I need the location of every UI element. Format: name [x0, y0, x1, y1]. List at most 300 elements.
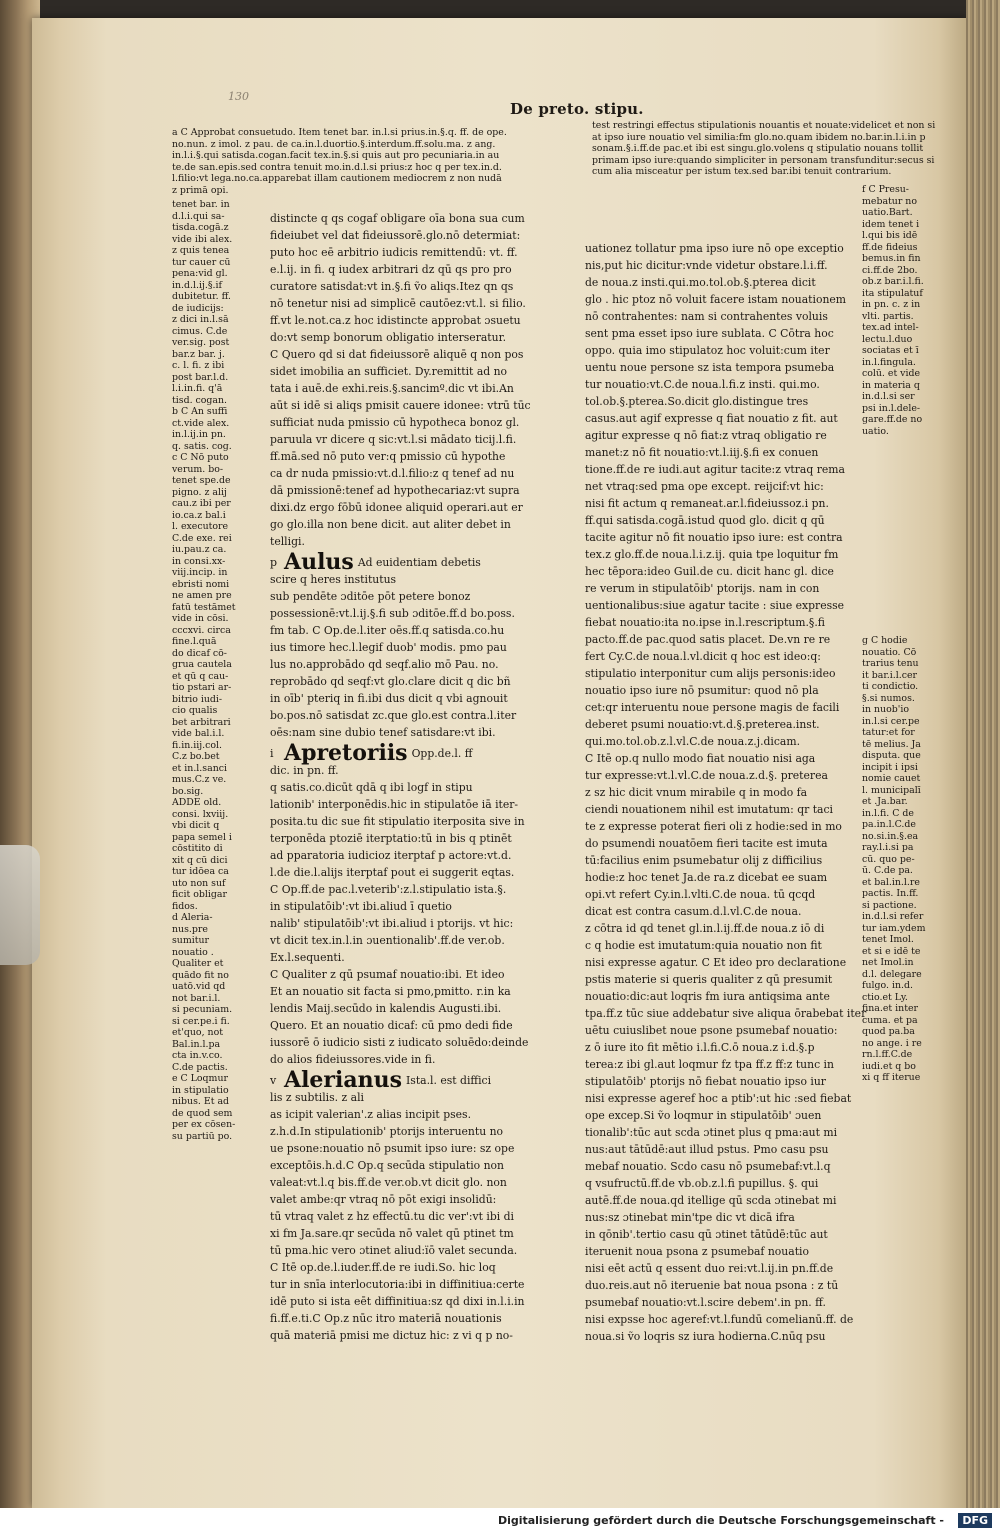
left-margin-line: de iudicijs:: [172, 302, 224, 314]
left-margin-line: fatū testāmet: [172, 601, 236, 613]
left-margin-line: ver.sig. post: [172, 337, 230, 348]
right-margin-top-line: lectu.l.duo: [862, 333, 913, 345]
left-margin-line: tio pstari ar-: [172, 682, 232, 693]
left-margin-line: do dicaf cō-: [172, 647, 227, 659]
right-margin-bottom-line: cuma. et pa: [862, 1014, 918, 1026]
aulus-lines-line: ius timore hec.l.legif duob' modis. pmo pau: [270, 641, 507, 654]
alerianus-letter: v: [270, 1074, 277, 1087]
col2-line: uētu cuiuslibet noue psone psumebaf nouatio:: [585, 1024, 838, 1037]
col2-line: de noua.z insti.qui.mo.tol.ob.§.pterea dicit: [585, 276, 816, 289]
right-margin-bottom-line: ray.l.i.si pa: [862, 842, 914, 853]
left-margin-line: l.i.in.fi. q'ā: [172, 383, 223, 394]
right-margin-bottom-line: fina.et inter: [862, 1003, 918, 1014]
col2-line: nouatio ipso iure nō psumitur: quod nō pla: [585, 684, 819, 697]
col2-line: uentu noue persone sz ista tempora psumeba: [585, 361, 835, 374]
apretoriis-lines-line: posita.tu dic sue fit stipulatio iterposita sive in: [270, 815, 525, 828]
alerianus-lines-line: C Itē op.de.l.iuder.ff.de re iudi.So. hic loq: [270, 1261, 496, 1274]
left-margin-line: Bal.in.l.pa: [172, 1038, 221, 1050]
col1-line: sufficiat nuda pmissio cū hypotheca bonoz gl.: [270, 416, 520, 429]
right-margin-bottom-line: in nuob'io: [862, 704, 909, 715]
left-margin-line: mus.C.z ve.: [172, 774, 227, 785]
top-right-gloss: [592, 120, 936, 182]
left-margin-line: cau.z ibi per: [172, 498, 231, 509]
main-column-right: [585, 240, 867, 1343]
right-margin-bottom-line: cū. quo pe-: [862, 853, 915, 865]
col2-line: manet:z nō fit nouatio:vt.l.iij.§.fi ex conuen: [585, 446, 819, 459]
top-left-gloss-line: in.l.i.§.qui satisda.cogan.facit tex.in.§.si quis aut pro pecuniaria.in au: [172, 150, 500, 161]
col2-line: hec tēpora:ideo Guil.de cu. dicit hanc gl. dice: [585, 565, 834, 578]
apretoriis-lines-line: Quero. Et an nouatio dicaf: cū pmo dedi fide: [270, 1019, 513, 1032]
col2-line: tur expresse:vt.l.vl.C.de noua.z.d.§. preterea: [585, 769, 828, 782]
left-margin-line: per ex cōsen-: [172, 1119, 236, 1130]
right-margin-bottom-line: pactis. In.ff.: [862, 888, 919, 899]
alerianus-lines-line: tū pma.hic vero ɔtinet aliud:ïō valet secunda.: [270, 1244, 518, 1257]
left-margin-line: viij.incip. in: [172, 567, 228, 578]
left-margin-line: et qū q cau-: [172, 670, 229, 682]
apretoriis-lines-line: iussorē ō iudicio sisti z iudicato soluēdo:deinde: [270, 1036, 529, 1049]
col2-line: nisi expresse agatur. C Et ideo pro declaratione: [585, 956, 847, 969]
dfg-logo: DFG: [958, 1513, 992, 1528]
apretoriis-lines-line: dic. in pn. ff.: [270, 764, 339, 777]
col1-line: ff.vt le.not.ca.z hoc idistincte approbat ɔsuetu: [270, 314, 521, 327]
alerianus-word: Alerianus: [284, 1067, 403, 1093]
aulus-lines-line: scire q heres institutus: [270, 573, 397, 586]
left-margin-line: in.l.ij.in pn.: [172, 429, 226, 440]
col2-line: pacto.ff.de pac.quod satis placet. De.vn re re: [585, 633, 831, 646]
right-margin-bottom-line: disputa. que: [862, 750, 921, 761]
col2-line: ff.qui satisda.cogā.istud quod glo. dicit q qū: [585, 514, 825, 527]
apretoriis-word: Apretoriis: [284, 740, 408, 766]
col2-line: nisi expsse hoc ageref:vt.l.fundū comelianū.ff. de: [585, 1313, 854, 1326]
top-right-gloss-line: sonam.§.i.ff.de pac.et ibi est singu.glo.volens q stipulatio nouans tollit: [592, 143, 924, 154]
right-margin-bottom-line: it bar.i.l.cer: [862, 669, 918, 681]
left-margin-line: grua cautela: [172, 659, 232, 670]
left-margin-line: ne amen pre: [172, 590, 232, 601]
right-margin-bottom-line: d.l. delegare: [862, 968, 922, 980]
left-margin-gloss: [172, 199, 262, 1239]
left-margin-line: tur idōea ca: [172, 866, 229, 877]
right-margin-top-line: bemus.in fin: [862, 253, 921, 264]
alerianus-lines-line: fi.ff.e.ti.C Op.z nūc itro materiā nouationis: [270, 1312, 502, 1325]
col1-line: do:vt semp bonorum obligatio interseratur.: [270, 331, 506, 344]
right-margin-gloss-top: [862, 184, 934, 464]
col1-line: sidet imobilia an sufficiet. Dy.remittit ad no: [270, 365, 508, 378]
left-margin-line: consi. lxviij.: [172, 808, 229, 820]
right-margin-bottom-line: nomie cauet: [862, 773, 921, 784]
alerianus-lines-line: xi fm Ja.sare.qr secūda nō valet qū ptinet tm: [270, 1227, 514, 1240]
right-margin-top-line: ci.ff.de 2bo.: [862, 264, 918, 276]
col2-line: autē.ff.de noua.qd itellige qū scda ɔtinebat mi: [585, 1194, 837, 1207]
left-margin-line: not bar.i.l.: [172, 992, 221, 1004]
apretoriis-lines-line: l.de die.l.alijs iterptaf pout ei suggerit eqtas.: [270, 866, 515, 879]
right-margin-top-line: tex.ad intel-: [862, 322, 919, 333]
alerianus-lines-line: quā materiā pmisi me dictuz hic: z vi q p no-: [270, 1329, 513, 1342]
right-margin-bottom-line: trarius tenu: [862, 658, 919, 669]
col2-line: nō contrahentes: nam si contrahentes voluis: [585, 310, 828, 323]
pencil-mark: 130: [228, 90, 249, 103]
left-margin-line: tenet bar. in: [172, 199, 230, 210]
apretoriis-lines-line: C Qualiter z qū psumaf nouatio:ibi. Et ideo: [270, 968, 505, 981]
left-margin-line: C.z bo.bet: [172, 751, 220, 762]
aulus-lines-line: possessionē:vt.l.ij.§.fi sub ɔditōe.ff.d bo.poss.: [270, 607, 515, 620]
apretoriis-letter: i: [270, 747, 274, 760]
col1-line: C Quero qd si dat fideiussorē aliquē q non pos: [270, 348, 524, 361]
left-margin-line: q. satis. cog.: [172, 440, 232, 452]
left-margin-line: de quod sem: [172, 1107, 233, 1119]
left-margin-line: su partiū po.: [172, 1130, 233, 1142]
right-margin-bottom-line: nouatio. Cō: [862, 646, 917, 658]
apretoriis-lines-line: do alios fideiussores.vide in fi.: [270, 1053, 436, 1066]
aulus-lines-line: in oīb' pteriq in fi.ibi dus dicit q vbi agnouit: [270, 692, 508, 705]
left-margin-line: xit q cū dici: [172, 854, 228, 866]
right-margin-bottom-line: g C hodie: [862, 635, 908, 646]
right-margin-bottom-line: ū. C.de pa.: [862, 865, 913, 876]
alerianus-lines-line: tur in snīa interlocutoria:ibi in diffinitiua:certe: [270, 1278, 525, 1291]
col1-intro: [270, 210, 580, 550]
left-margin-line: C.de exe. rei: [172, 532, 232, 544]
apretoriis-lines-line: terponēda ptoziē iterptatio:tū in bis q ptinēt: [270, 832, 512, 845]
top-left-gloss-line: a C Approbat consuetudo. Item tenet bar. in.l.si prius.in.§.q. ff. de ope.: [172, 127, 507, 138]
right-margin-bottom-line: tatur:et for: [862, 727, 915, 738]
left-margin-line: c. l. fi. z ibi: [172, 360, 225, 371]
col2-line: qui.mo.tol.ob.z.l.vl.C.de noua.z.j.dicam.: [585, 735, 801, 748]
left-margin-line: iu.pau.z ca.: [172, 544, 227, 555]
col2-line: mebaf nouatio. Scdo casu nō psumebaf:vt.l.q: [585, 1160, 831, 1173]
col2-line: tione.ff.de re iudi.aut agitur tacite:z vtraq rema: [585, 463, 845, 476]
right-margin-bottom-line: in.l.si cer.pe: [862, 715, 920, 727]
right-margin-bottom-line: ctio.et Ly.: [862, 991, 908, 1003]
main-column-left: [270, 210, 580, 1342]
right-margin-bottom-line: xi q ff iterue: [862, 1072, 921, 1083]
alerianus-lines-line: valeat:vt.l.q bis.ff.de ver.ob.vt dicit glo. non: [270, 1176, 507, 1189]
right-margin-top-line: uatio.: [862, 425, 889, 437]
col2-line: nisi fit actum q remaneat.ar.l.fideiussoz.i pn.: [585, 497, 829, 510]
left-margin-line: pigno. z alij: [172, 486, 227, 498]
left-margin-line: bet arbitrari: [172, 716, 231, 728]
col2-line: fiebat nouatio:ita no.ipse in.l.rescriptum.§.fi: [585, 616, 825, 629]
right-margin-bottom-line: l. municipalī: [862, 784, 921, 796]
col2-line: pstis materie si queris qualiter z qū presumit: [585, 973, 833, 986]
right-margin-bottom-line: in.d.l.si refer: [862, 911, 924, 922]
right-margin-top-line: in materia q: [862, 379, 920, 391]
right-margin-top-line: in pn. c. z in: [862, 299, 921, 310]
col1-line: dixi.dz ergo fōbū idonee aliquid operari.aut er: [270, 501, 523, 514]
left-margin-line: fidos.: [172, 900, 198, 912]
left-margin-line: papa semel i: [172, 831, 232, 843]
col2-line: deberet psumi nouatio:vt.d.§.preterea.inst.: [585, 718, 820, 731]
running-header: De preto. stipu.: [510, 100, 644, 118]
left-margin-line: bo.sig.: [172, 785, 204, 797]
right-margin-bottom-line: net Imol.in: [862, 957, 914, 968]
top-right-gloss-line: at ipso iure nouatio vel similia:fm glo.no.quam ibidem no.bar.in.l.i.in p: [592, 131, 926, 143]
apretoriis-lines-line: vt dicit tex.in.l.in ɔuentionalib'.ff.de ver.ob.: [270, 934, 505, 947]
apretoriis-lines-line: ad pparatoria iudicioz iterptaf p actore:vt.d.: [270, 849, 512, 862]
right-margin-top-line: psi in.l.dele-: [862, 402, 921, 414]
right-margin-bottom-line: et bal.in.l.re: [862, 876, 920, 888]
right-margin-bottom-line: tē melius. Ja: [862, 738, 921, 750]
col2-line: z cōtra id qd tenet gl.in.l.ij.ff.de noua.z iō di: [585, 922, 825, 935]
col2-line: fert Cy.C.de noua.l.vl.dicit q hoc est ideo:q:: [585, 650, 821, 663]
col2-line: z sz hic dicit vnum mirabile q in modo fa: [585, 786, 808, 799]
top-right-gloss-line: primam ipso iure:quando simpliciter in personam transfunditur:secus si: [592, 154, 935, 166]
left-margin-line: tisd. cogan.: [172, 394, 228, 406]
col2-line: do psumendi nouatōem fieri tacite est imuta: [585, 837, 828, 850]
col2-line: glo . hic ptoz nō voluit facere istam nouationem: [585, 293, 847, 306]
col1-line: ca dr nuda pmissio:vt.d.l.filio:z q tenef ad nu: [270, 467, 515, 480]
right-margin-bottom-line: incipit i ipsi: [862, 761, 918, 773]
left-margin-line: vide ibi alex.: [172, 233, 233, 245]
top-left-gloss: [172, 127, 592, 199]
left-margin-line: c C Nō puto: [172, 452, 229, 463]
col1-line: ff.mā.sed nō puto ver:q pmissio cū hypothe: [270, 450, 506, 463]
col2-line: C Itē op.q nullo modo fiat nouatio nisi aga: [585, 752, 816, 765]
top-left-gloss-line: l.filio:vt lega.no.ca.apparebat illam cautionem mediocrem z non nudā: [172, 173, 502, 184]
right-margin-bottom-line: tenet Imol.: [862, 934, 914, 945]
col2-line: agitur expresse q nō fiat:z vtraq obligatio re: [585, 429, 827, 442]
left-margin-line: tur cauer cū: [172, 256, 231, 268]
left-margin-line: fi.in.iij.col.: [172, 739, 223, 751]
col2-line: terea:z ibi gl.aut loqmur fz tpa ff.z ff:z tunc in: [585, 1058, 834, 1071]
left-margin-line: l. executore: [172, 521, 229, 532]
right-margin-top-line: ob.z bar.i.l.fi.: [862, 276, 924, 287]
left-margin-line: nibus. Et ad: [172, 1096, 230, 1107]
left-margin-line: C.de pactis.: [172, 1061, 228, 1073]
right-margin-top-line: vlti. partis.: [862, 310, 914, 322]
col2-line: stipulatio interponitur cum alijs personis:ideo: [585, 667, 836, 680]
col2-line: in qōnib'.tertio casu qū ɔtinet tātūdē:tūc aut: [585, 1228, 828, 1241]
right-margin-bottom-line: ti condictio.: [862, 681, 919, 692]
aulus-lines-line: oēs:nam sine dubio tenef satisdare:vt ibi.: [270, 726, 496, 739]
left-margin-line: e C Loqmur: [172, 1073, 228, 1084]
right-margin-top-line: mebatur no: [862, 195, 917, 207]
col2-line: tol.ob.§.pterea.So.dicit glo.distingue tres: [585, 395, 809, 408]
left-margin-line: d Aleria-: [172, 912, 213, 923]
left-margin-line: pena:vid gl.: [172, 268, 228, 279]
alerianus-lines-line: ue psone:nouatio nō psumit ipso iure: sz ope: [270, 1142, 515, 1155]
col2-line: tionalib':tūc aut scda ɔtinet plus q pma:aut mi: [585, 1126, 838, 1139]
right-margin-gloss-bottom: [862, 635, 934, 1235]
alerianus-lines-line: as icipit valerian'.z alias incipit pses.: [270, 1108, 472, 1121]
col2-line: c q hodie est imutatum:quia nouatio non fit: [585, 939, 822, 952]
right-margin-top-line: gare.ff.de no: [862, 414, 923, 425]
col2-line: ciendi nouationem nihil est imutatum: qr taci: [585, 803, 833, 816]
right-margin-bottom-line: et .Ja.bar.: [862, 796, 908, 807]
aulus-section: p Aulus Ad euidentiam debetis scire q heres institutus sub pendēte ɔditōe pōt petere bonoz possessionē:vt.l.ij.§.fi sub ɔditōe.ff.d bo.poss. fm tab. C Op.de.l.iter oēs.ff.q satisda.co.hu ius timore hec.l.legif duob' modis. pmo pau lus no.approbādo qd seqf.alio mō Pau. no. reprobādo qd seqf:vt glo.clare dicit q dic bñ in oīb' pteriq in fi.ibi dus dicit q vbi agnouit bo.pos.nō satisdat zc.que glo.est contra.l.iter oēs:nam sine dubio tenef satisdare:vt ibi.: [270, 554, 580, 741]
col1-line: puto hoc eē arbitrio iudicis remittendū: vt. ff.: [270, 246, 518, 259]
right-margin-bottom-line: pa.in.l.C.de: [862, 819, 916, 830]
right-margin-top-line: ff.de fideius: [862, 241, 918, 253]
left-margin-line: tisda.cogā.z: [172, 222, 229, 233]
left-margin-line: cimus. C.de: [172, 325, 228, 337]
aulus-lines-line: reprobādo qd seqf:vt glo.clare dicit q dic bñ: [270, 675, 511, 688]
col1-line: paruula vr dicere q sic:vt.l.si mādato ticij.l.fi.: [270, 433, 517, 446]
col2-line: nouatio:dic:aut loqris fm iura antiqsima ante: [585, 990, 830, 1003]
left-margin-line: Qualiter et: [172, 958, 224, 969]
col1-line: go glo.illa non bene dicit. aut aliter debet in: [270, 518, 511, 531]
col2-line: nus:sz ɔtinebat min'tpe dic vt dicā ifra: [585, 1211, 795, 1224]
col2-line: tpa.ff.z tūc siue addebatur sive aliqua ōrabebat iter: [585, 1007, 867, 1020]
left-margin-line: nouatio .: [172, 946, 214, 958]
alerianus-lines-line: lis z subtilis. z ali: [270, 1091, 364, 1104]
left-margin-line: vide in cōsi.: [172, 613, 229, 624]
right-margin-bottom-line: no ange. i re: [862, 1037, 922, 1049]
left-margin-line: cio qualis: [172, 705, 218, 716]
left-margin-line: tenet spe.de: [172, 475, 231, 486]
col1-line: curatore satisdat:vt in.§.fi ṽo aliqs.Itez qn qs: [270, 280, 514, 293]
col2-line: te z expresse poterat fieri oli z hodie:sed in mo: [585, 820, 842, 833]
left-margin-line: bar.z bar. j.: [172, 348, 225, 360]
col1-line: dā pmissionē:tenef ad hypothecariaz:vt supra: [270, 484, 520, 497]
top-left-gloss-line: z primā opi.: [172, 184, 229, 196]
apretoriis-lines-line: q satis.co.dicūt qdā q ibi logf in stipu: [270, 781, 473, 794]
left-margin-line: cta in.v.co.: [172, 1050, 223, 1061]
left-margin-line: uatō.vid qd: [172, 981, 226, 992]
book-fore-edge: [966, 0, 1000, 1534]
aulus-word: Aulus: [284, 549, 354, 575]
col2-line: stipulatōib' ptorijs nō fiebat nouatio ipso iur: [585, 1075, 826, 1088]
right-margin-top-line: sociatas et ī: [862, 345, 919, 356]
col2-line: nisi eēt actū q essent duo rei:vt.l.ij.in pn.ff.de: [585, 1262, 834, 1275]
col2-line: oppo. quia imo stipulatoz hoc voluit:cum iter: [585, 344, 830, 357]
apretoriis-lines-line: lendis Maij.secūdo in kalendis Augusti.ibi.: [270, 1002, 502, 1015]
right-margin-top-line: in.l.fingula.: [862, 356, 916, 368]
left-margin-line: dubitetur. ff.: [172, 291, 231, 302]
alerianus-lines-line: idē puto si ista eēt diffinitiua:sz qd dixi in.l.i.in: [270, 1295, 525, 1308]
col2-line: psumebaf nouatio:vt.l.scire debem'.in pn. ff.: [585, 1296, 826, 1309]
left-margin-line: vbi dicit q: [172, 820, 220, 831]
col2-line: uentionalibus:siue agatur tacite : siue expresse: [585, 599, 845, 612]
apretoriis-lines-line: lationib' interponēdis.hic in stipulatōe iā iter-: [270, 798, 519, 811]
right-margin-bottom-line: iudi.et q bo: [862, 1060, 916, 1072]
right-margin-bottom-line: in.l.fi. C de: [862, 807, 914, 819]
left-margin-line: ebristi nomi: [172, 578, 230, 590]
left-margin-line: sumitur: [172, 935, 210, 946]
alerianus-lines-line: tū vtraq valet z hz effectū.tu dic ver':vt ibi di: [270, 1210, 514, 1223]
apretoriis-section: i Apretoriis Opp.de.l. ff dic. in pn. ff. q satis.co.dicūt qdā q ibi logf in stipu lationib' interponēdis.hic in stipulatōe iā iter- posita.tu dic sue fit stipulatio iterposita sive in terponēda ptoziē iterptatio:tū in bis q ptinēt ad pparatoria iudicioz iterptaf p actore:vt.d. l.de die.l.alijs iterptaf pout ei suggerit eqtas. C Op.ff.de pac.l.veterib':z.l.stipulatio ista.§. in stipulatōib':vt ibi.aliud ī quetio nalib' stipulatōib':vt ibi.aliud i ptorijs. vt hic: vt dicit tex.in.l.in ɔuentionalib'.ff.de ver.ob. Ex.l.sequenti. C Qualiter z qū psumaf nouatio:ibi. Et ideo Et an nouatio sit facta si pmo,pmitto. r.in ka lendis Maij.secūdo in kalendis Augusti.ibi. Quero. Et an nouatio dicaf: cū pmo dedi fide iussorē ō iudicio sisti z iudicato soluēdo:deinde do alios fideiussores.vide in fi.: [270, 745, 580, 1068]
left-margin-line: fine.l.quā: [172, 636, 217, 647]
col2-line: nus:aut tātūdē:aut illud pstus. Pmo casu psu: [585, 1143, 829, 1156]
apretoriis-lines-line: in stipulatōib':vt ibi.aliud ī quetio: [270, 900, 452, 913]
col2-line: tur nouatio:vt.C.de noua.l.fi.z insti. qui.mo.: [585, 378, 820, 391]
col2-line: opi.vt refert Cy.in.l.vlti.C.de noua. tū qcqd: [585, 888, 816, 901]
col2-line: dicat est contra casum.d.l.vl.C.de noua.: [585, 905, 802, 918]
left-margin-line: ficit obligar: [172, 889, 227, 900]
aulus-lines-line: sub pendēte ɔditōe pōt petere bonoz: [270, 590, 471, 603]
right-margin-top-line: ita stipulatuf: [862, 287, 923, 299]
col2-line: duo.reis.aut nō iteruenie bat noua psona : z tū: [585, 1279, 839, 1292]
page-clip: [0, 845, 40, 965]
footer-bar: [0, 1508, 1000, 1534]
left-margin-line: io.ca.z bal.i: [172, 509, 226, 521]
top-left-gloss-line: no.nun. z imol. z pau. de ca.in.l.duortio.§.interdum.ff.solu.ma. z ang.: [172, 138, 496, 150]
col1-line: aūt si idē si aliqs pmisit cauere idonee: vtrū tūc: [270, 399, 531, 412]
footer-credit: Digitalisierung gefördert durch die Deutsche Forschungsgemeinschaft -: [497, 1514, 944, 1527]
right-margin-bottom-line: quod pa.ba: [862, 1026, 915, 1037]
right-margin-top-line: f C Presu-: [862, 184, 909, 195]
col2-line: tacite agitur nō fit nouatio ipso iure: est contra: [585, 531, 843, 544]
col2-line: q vsufructū.ff.de vb.ob.z.l.fi pupillus. §. qui: [585, 1177, 819, 1190]
alerianus-lines-line: exceptōis.h.d.C Op.q secūda stipulatio non: [270, 1159, 504, 1172]
alerianus-lines-line: z.h.d.In stipulationib' ptorijs interuentu no: [270, 1125, 504, 1138]
apretoriis-lines-line: Ex.l.sequenti.: [270, 951, 345, 964]
aulus-lines-line: lus no.approbādo qd seqf.alio mō Pau. no.: [270, 658, 499, 671]
aulus-letter: p: [270, 556, 278, 569]
col1-line: nō tenetur nisi ad simplicē cautōez:vt.l. si filio.: [270, 297, 526, 310]
col2-line: nis,put hic dicitur:vnde videtur obstare.l.i.ff.: [585, 259, 828, 272]
col2-line: iteruenit noua psona z psumebaf nouatio: [585, 1245, 809, 1258]
right-margin-bottom-line: rn.l.ff.C.de: [862, 1049, 913, 1060]
col2-line: hodie:z hoc tenet Ja.de ra.z dicebat ee suam: [585, 871, 828, 884]
left-margin-line: nus.pre: [172, 923, 208, 935]
right-margin-bottom-line: et si e idē te: [862, 945, 921, 957]
col2-line: ope excep.Si ṽo loqmur in stipulatōib' ɔuen: [585, 1109, 822, 1122]
right-margin-top-line: uatio.Bart.: [862, 207, 913, 218]
right-margin-top-line: colū. et vide: [862, 368, 921, 379]
left-margin-line: ct.vide alex.: [172, 417, 230, 429]
right-margin-bottom-line: no.si.in.§.ea: [862, 830, 919, 842]
col2-line: tū:facilius enim psumebatur olij z difficilius: [585, 854, 823, 867]
top-right-gloss-line: test restringi effectus stipulationis nouantis et nouate:videlicet et non si: [592, 120, 936, 131]
apretoriis-lines-line: nalib' stipulatōib':vt ibi.aliud i ptorijs. vt hic:: [270, 917, 514, 930]
left-margin-line: si pecuniam.: [172, 1004, 233, 1015]
col1-line: tata i auē.de exhi.reis.§.sancimº.dic vt ibi.An: [270, 382, 514, 395]
right-margin-bottom-line: §.si numos.: [862, 692, 915, 704]
top-right-gloss-line: cum alia misceatur per istum tex.sed bar.ibi tenuit contrarium.: [592, 166, 892, 177]
left-margin-line: post bar.l.d.: [172, 371, 229, 383]
left-margin-line: ADDE old.: [172, 797, 222, 808]
right-margin-bottom-line: fulgo. in.d.: [862, 980, 913, 991]
right-margin-bottom-line: tur iam.ydem: [862, 922, 926, 934]
right-margin-top-line: in.d.l.si ser: [862, 391, 915, 402]
alerianus-section: v Alerianus Ista.l. est diffici lis z subtilis. z ali as icipit valerian'.z alias incipit pses. z.h.d.In stipulationib' ptorijs interuentu no ue psone:nouatio nō psumit ipso iure: sz ope exceptōis.h.d.C Op.q secūda stipulatio non valeat:vt.l.q bis.ff.de ver.ob.vt dicit glo. non valet ambe:qr vtraq nō pōt exigi insolidū: tū vtraq valet z hz effectū.tu dic ver':vt ibi di xi fm Ja.sare.qr secūda nō valet qū ptinet tm tū pma.hic vero ɔtinet aliud:ïō valet secunda. C Itē op.de.l.iuder.ff.de re iudi.So. hic loq tur in snīa interlocutoria:ibi in diffinitiua:certe idē puto si ista eēt diffinitiua:sz qd dixi in.l.i.in fi.ff.e.ti.C Op.z nūc itro materiā nouationis quā materiā pmisi me dictuz hic: z vi q p no-: [270, 1072, 580, 1344]
col2-line: noua.si ṽo loqris sz iura hodierna.C.nūq psu: [585, 1330, 826, 1343]
left-margin-line: uto non suf: [172, 877, 226, 889]
col2-line: net vtraq:sed pma ope except. reijcif:vt hic:: [585, 480, 824, 493]
col1-line: fideiubet vel dat fideiussorē.glo.nō determiat:: [270, 229, 521, 242]
left-margin-line: vide bal.i.l.: [172, 728, 225, 739]
left-margin-line: et'quo, not: [172, 1027, 223, 1038]
col1-line: telligi.: [270, 535, 305, 548]
left-margin-line: cccxvi. circa: [172, 624, 231, 636]
col1-line: e.l.ij. in fi. q iudex arbitrari dz qū qs pro pro: [270, 263, 512, 276]
left-margin-line: in.d.l.ij.§.if: [172, 279, 222, 291]
left-margin-line: d.l.i.qui sa-: [172, 210, 225, 222]
col1-line: distincte q qs cogaf obligare oīa bona sua cum: [270, 212, 525, 225]
col2-line: z ō iure ito fit mētio i.l.fi.C.ō noua.z i.d.§.p: [585, 1041, 815, 1054]
col2-line: nisi expresse ageref hoc a ptib':ut hic :sed fiebat: [585, 1092, 852, 1105]
aulus-lines-line: fm tab. C Op.de.l.iter oēs.ff.q satisda.co.hu: [270, 624, 505, 637]
top-left-gloss-line: te.de san.epis.sed contra tenuit mo.in.d.l.si prius:z hoc q per tex.in.d.: [172, 161, 502, 173]
left-margin-line: et in.l.sanci: [172, 762, 227, 774]
left-margin-line: verum. bo-: [172, 463, 224, 475]
col2-line: casus.aut agif expresse q fiat nouatio z fit. aut: [585, 412, 838, 425]
aulus-lines-line: bo.pos.nō satisdat zc.que glo.est contra.l.iter: [270, 709, 517, 722]
left-margin-line: cōstitito di: [172, 843, 223, 854]
left-margin-line: si cer.pe.i fi.: [172, 1015, 230, 1027]
col2-line: cet:qr interuentu noue persone magis de facili: [585, 701, 840, 714]
alerianus-lines-line: valet ambe:qr vtraq nō pōt exigi insolidū:: [270, 1193, 497, 1206]
left-margin-line: b C An suffi: [172, 406, 228, 417]
col2-line: sent pma esset ipso iure sublata. C Cōtra hoc: [585, 327, 834, 340]
left-margin-line: bitrio iudi-: [172, 693, 223, 705]
left-margin-line: in stipulatio: [172, 1084, 229, 1096]
left-margin-line: in consi.xx-: [172, 555, 226, 567]
col2-line: tex.z glo.ff.de noua.l.i.z.ij. quia tpe loquitur fm: [585, 548, 839, 561]
right-margin-top-line: l.qui bis idē: [862, 230, 918, 241]
left-margin-line: z dici in.l.sā: [172, 314, 229, 325]
right-margin-bottom-line: si pactione.: [862, 899, 917, 911]
col2-line: uationez tollatur pma ipso iure nō ope exceptio: [585, 242, 844, 255]
